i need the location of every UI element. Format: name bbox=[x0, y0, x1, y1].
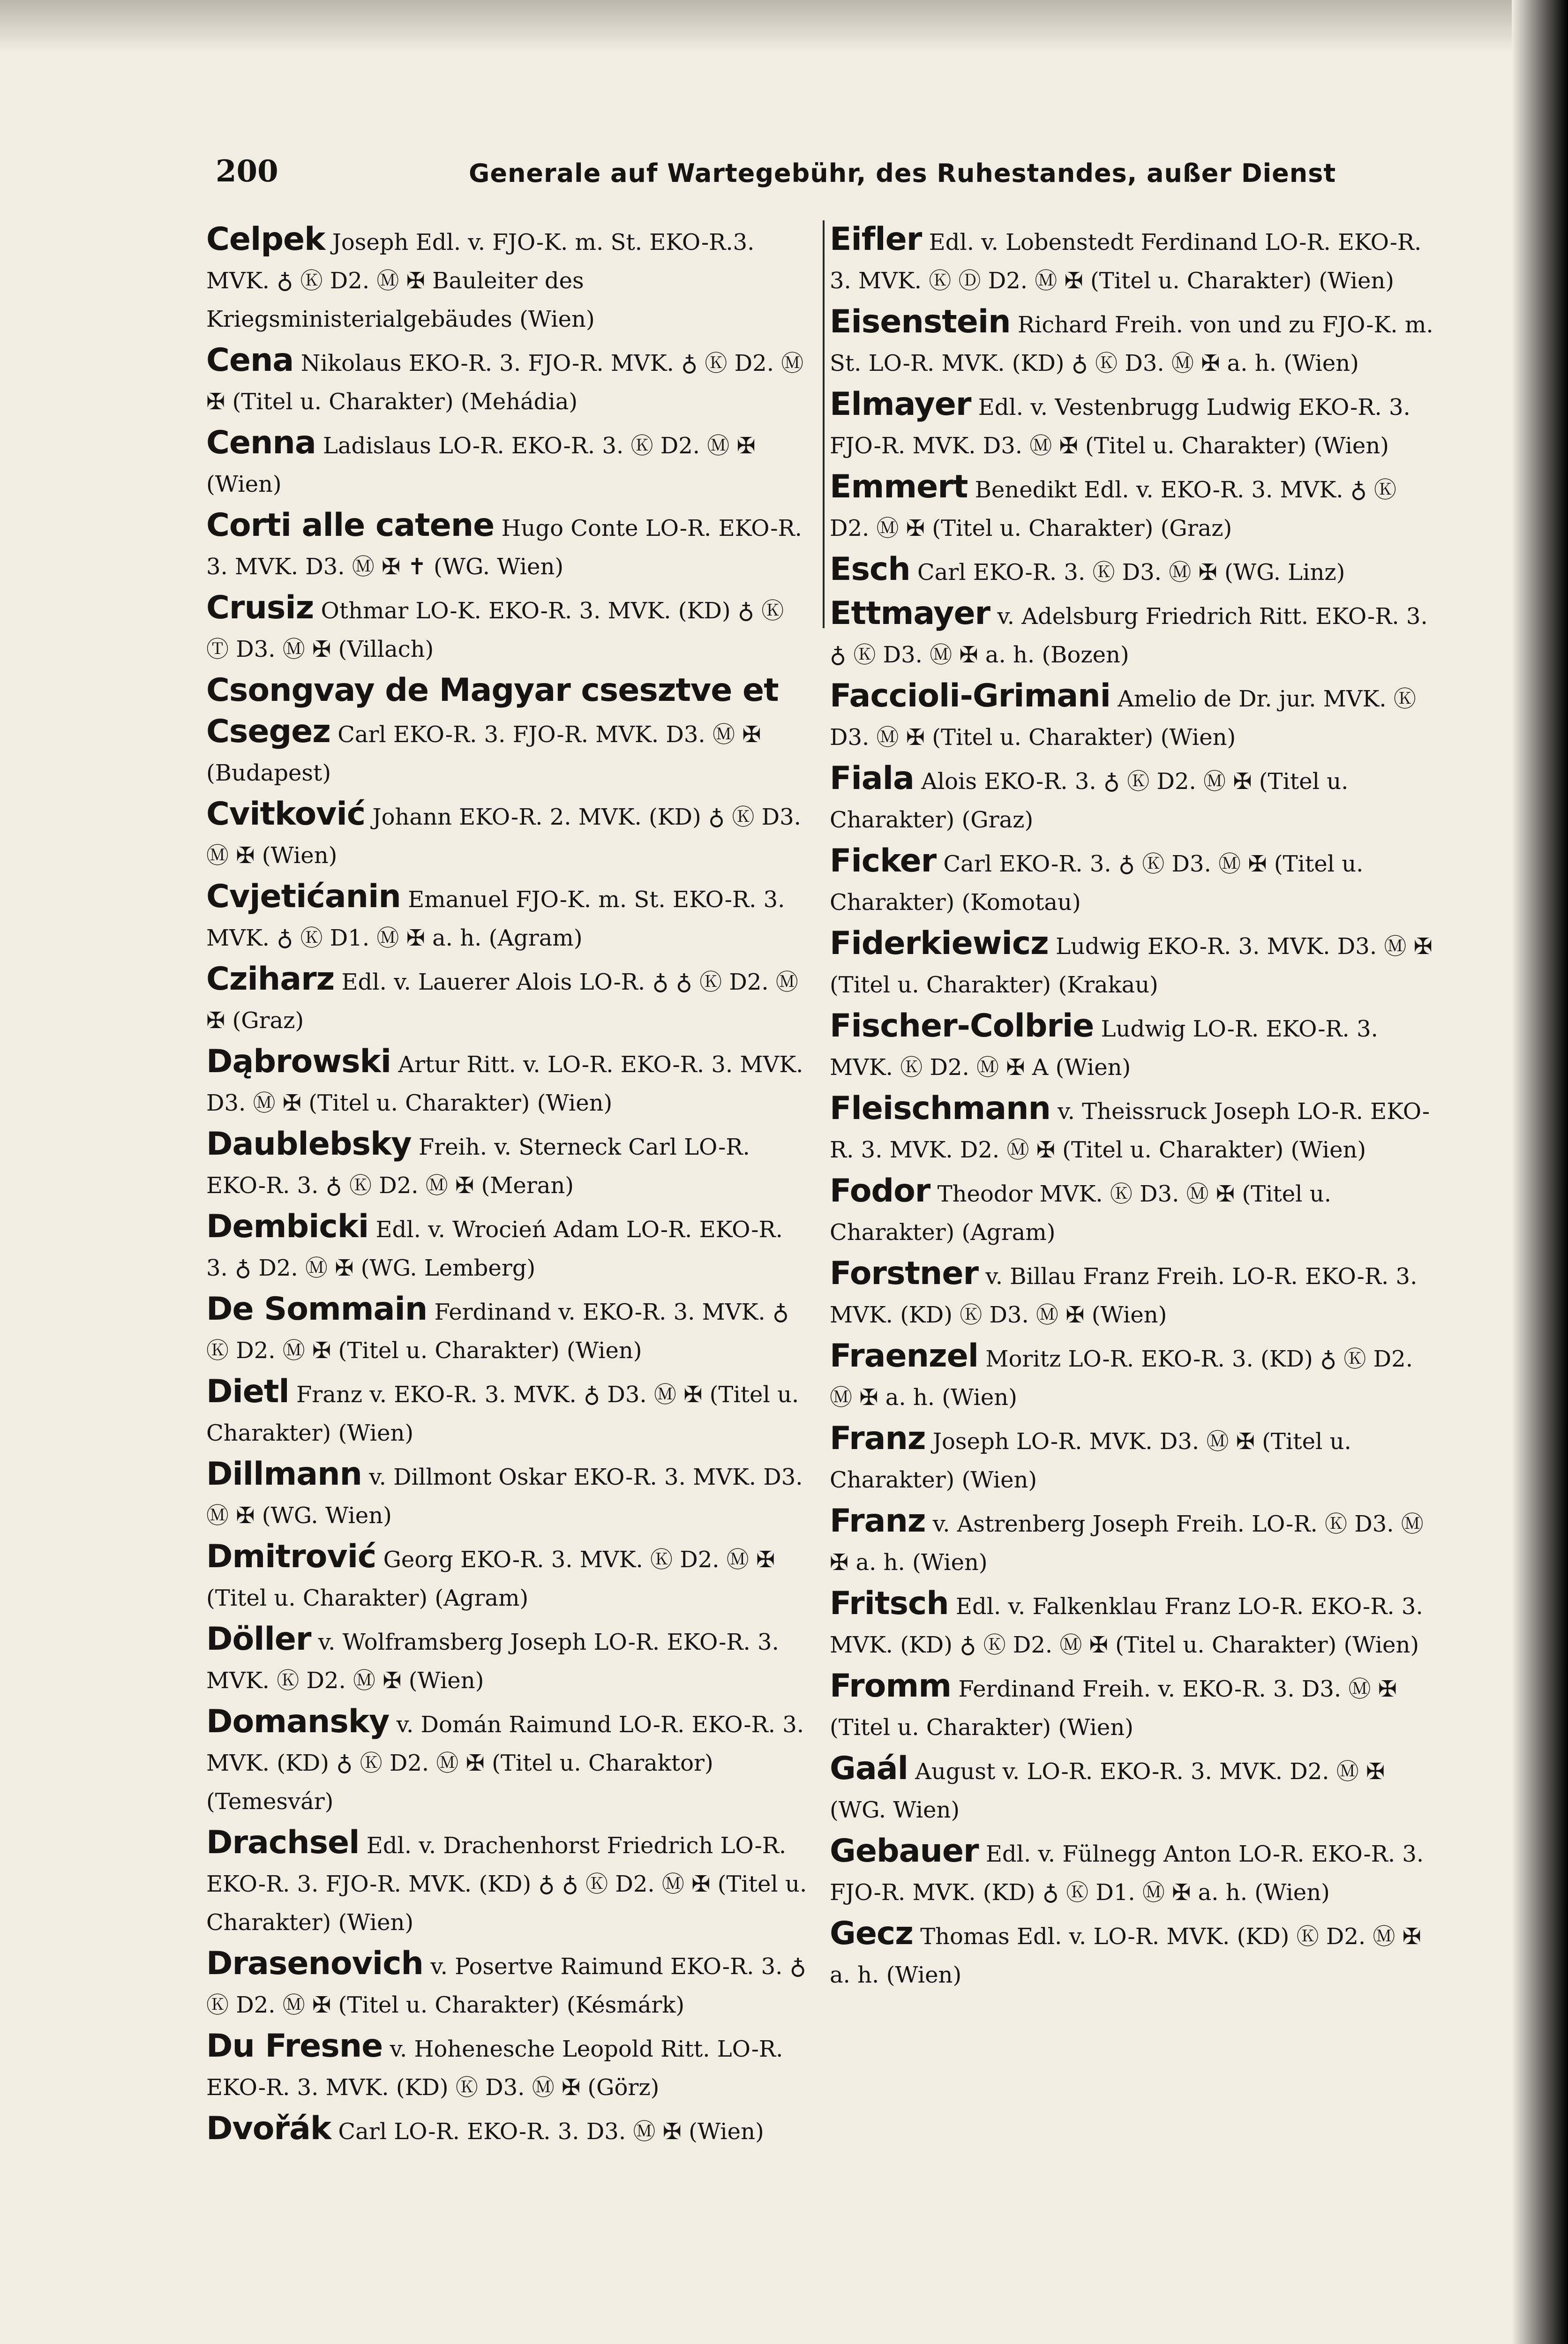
entry-surname: Fritsch bbox=[830, 1585, 949, 1622]
entry-details: Othmar LO-K. EKO-R. 3. MVK. (KD) ♁ Ⓚ Ⓣ D3. Ⓜ ✠ (Villach) bbox=[206, 598, 784, 662]
entry-details: Edl. v. Falkenklau Franz LO-R. EKO-R. 3. MVK. (KD) ♁ Ⓚ D2. Ⓜ ✠ (Titel u. Charakter) (Wien) bbox=[830, 1593, 1423, 1658]
entry-surname: Fischer-Colbrie bbox=[830, 1007, 1094, 1044]
entry-details: Artur Ritt. v. LO-R. EKO-R. 3. MVK. D3. Ⓜ ✠ (Titel u. Charakter) (Wien) bbox=[206, 1052, 803, 1116]
list-item bbox=[830, 759, 1434, 839]
entry-surname: Eifler bbox=[830, 221, 922, 258]
entry-details: August v. LO-R. EKO-R. 3. MVK. D2. Ⓜ ✠ (WG. Wien) bbox=[830, 1758, 1385, 1823]
entry-details: Carl EKO-R. 3. Ⓚ D3. Ⓜ ✠ (WG. Linz) bbox=[917, 559, 1345, 586]
list-item bbox=[206, 795, 811, 875]
list-item bbox=[206, 1043, 811, 1122]
entry-details: Ferdinand v. EKO-R. 3. MVK. ♁ Ⓚ D2. Ⓜ ✠ (Titel u. Charakter) (Wien) bbox=[206, 1299, 789, 1364]
list-item bbox=[830, 220, 1434, 300]
entry-surname: Dvořák bbox=[206, 2110, 331, 2147]
list-item bbox=[830, 924, 1434, 1004]
entry-details: Edl. v. Lobenstedt Ferdinand LO-R. EKO-R. 3. MVK. Ⓚ Ⓓ D2. Ⓜ ✠ (Titel u. Charakter) (Wien) bbox=[830, 229, 1422, 294]
list-item bbox=[206, 1373, 811, 1452]
list-item bbox=[206, 1290, 811, 1370]
list-item bbox=[830, 1667, 1434, 1747]
entry-details: Ludwig LO-R. EKO-R. 3. MVK. Ⓚ D2. Ⓜ ✠ A (Wien) bbox=[830, 1016, 1378, 1081]
entry-surname: Ficker bbox=[830, 842, 937, 879]
entry-details: Edl. v. Vestenbrugg Ludwig EKO-R. 3. FJO-R. MVK. D3. Ⓜ ✠ (Titel u. Charakter) (Wien) bbox=[830, 394, 1410, 459]
entry-details: Edl. v. Fülnegg Anton LO-R. EKO-R. 3. FJO-R. MVK. (KD) ♁ Ⓚ D1. Ⓜ ✠ a. h. (Wien) bbox=[830, 1841, 1424, 1906]
entry-details: Benedikt Edl. v. EKO-R. 3. MVK. ♁ Ⓚ D2. Ⓜ ✠ (Titel u. Charakter) (Graz) bbox=[830, 477, 1397, 541]
entry-surname: Csongvay de Magyar csesztve et Csegez bbox=[206, 672, 779, 750]
entry-surname: Franz bbox=[830, 1420, 926, 1457]
list-item bbox=[206, 424, 811, 503]
list-item bbox=[206, 1824, 811, 1942]
left-column bbox=[206, 220, 811, 2154]
entry-details: Richard Freih. von und zu FJO-K. m. St. LO-R. MVK. (KD) ♁ Ⓚ D3. Ⓜ ✠ a. h. (Wien) bbox=[830, 312, 1433, 376]
entry-details: v. Wolframsberg Joseph LO-R. EKO-R. 3. MVK. Ⓚ D2. Ⓜ ✠ (Wien) bbox=[206, 1629, 779, 1694]
entry-surname: Fodor bbox=[830, 1172, 930, 1210]
list-item bbox=[830, 1089, 1434, 1169]
list-item bbox=[206, 1945, 811, 2024]
entry-surname: Cenna bbox=[206, 424, 316, 461]
entry-surname: De Sommain bbox=[206, 1291, 428, 1328]
entry-details: Johann EKO-R. 2. MVK. (KD) ♁ Ⓚ D3. Ⓜ ✠ (Wien) bbox=[206, 804, 801, 869]
list-item bbox=[206, 671, 811, 792]
entry-details: Amelio de Dr. jur. MVK. Ⓚ D3. Ⓜ ✠ (Titel u. Charakter) (Wien) bbox=[830, 686, 1416, 751]
entry-surname: Fiala bbox=[830, 760, 914, 797]
entry-details: v. Adelsburg Friedrich Ritt. EKO-R. 3. ♁ Ⓚ D3. Ⓜ ✠ a. h. (Bozen) bbox=[830, 603, 1428, 668]
entry-surname: Dillmann bbox=[206, 1456, 362, 1493]
list-item bbox=[830, 1502, 1434, 1582]
entry-details: Franz v. EKO-R. 3. MVK. ♁ D3. Ⓜ ✠ (Titel u. Charakter) (Wien) bbox=[206, 1382, 799, 1446]
entry-details: Edl. v. Drachenhorst Friedrich LO-R. EKO-R. 3. FJO-R. MVK. (KD) ♁ ♁ Ⓚ D2. Ⓜ ✠ (Titel u. Charakter) (Wien) bbox=[206, 1833, 807, 1936]
entry-surname: Gecz bbox=[830, 1915, 913, 1952]
list-item bbox=[206, 1703, 811, 1821]
list-item bbox=[206, 220, 811, 338]
entry-surname: Fiderkiewicz bbox=[830, 925, 1049, 962]
entry-details: Carl EKO-R. 3. ♁ Ⓚ D3. Ⓜ ✠ (Titel u. Charakter) (Komotau) bbox=[830, 851, 1364, 916]
entry-details: Carl LO-R. EKO-R. 3. D3. Ⓜ ✠ (Wien) bbox=[338, 2119, 764, 2145]
list-item bbox=[830, 550, 1434, 592]
column-divider bbox=[823, 220, 825, 628]
entry-details: v. Domán Raimund LO-R. EKO-R. 3. MVK. (KD) ♁ Ⓚ D2. Ⓜ ✠ (Titel u. Charaktor) (Temesvár) bbox=[206, 1712, 804, 1815]
entry-surname: Drachsel bbox=[206, 1824, 360, 1861]
entry-surname: Fraenzel bbox=[830, 1337, 979, 1375]
page-number: 200 bbox=[216, 154, 278, 189]
list-item bbox=[206, 506, 811, 586]
entry-details: Edl. v. Wrocień Adam LO-R. EKO-R. 3. ♁ D2. Ⓜ ✠ (WG. Lemberg) bbox=[206, 1217, 783, 1281]
list-item bbox=[830, 594, 1434, 674]
entry-surname: Emmert bbox=[830, 468, 968, 505]
page-header bbox=[216, 150, 1369, 202]
right-column bbox=[830, 220, 1434, 1997]
list-item bbox=[206, 1125, 811, 1205]
entry-surname: Faccioli-Grimani bbox=[830, 677, 1110, 714]
entry-surname: Daublebsky bbox=[206, 1126, 412, 1163]
entry-details: Thomas Edl. v. LO-R. MVK. (KD) Ⓚ D2. Ⓜ ✠ a. h. (Wien) bbox=[830, 1923, 1421, 1988]
entry-surname: Cena bbox=[206, 342, 294, 379]
list-item bbox=[830, 677, 1434, 757]
entry-surname: Cziharz bbox=[206, 961, 335, 998]
entry-details: Joseph Edl. v. FJO-K. m. St. EKO-R.3. MVK. ♁ Ⓚ D2. Ⓜ ✠ Bauleiter des Kriegsministerialgebäudes (Wien) bbox=[206, 229, 755, 332]
list-item bbox=[206, 2110, 811, 2151]
list-item bbox=[830, 1420, 1434, 1499]
entry-surname: Fromm bbox=[830, 1668, 952, 1705]
list-item bbox=[830, 1172, 1434, 1252]
entry-details: Edl. v. Lauerer Alois LO-R. ♁ ♁ Ⓚ D2. Ⓜ ✠ (Graz) bbox=[206, 969, 798, 1034]
entry-surname: Döller bbox=[206, 1621, 311, 1658]
entry-details: Nikolaus EKO-R. 3. FJO-R. MVK. ♁ Ⓚ D2. Ⓜ ✠ (Titel u. Charakter) (Mehádia) bbox=[206, 350, 804, 415]
list-item bbox=[206, 341, 811, 421]
entry-details: v. Billau Franz Freih. LO-R. EKO-R. 3. MVK. (KD) Ⓚ D3. Ⓜ ✠ (Wien) bbox=[830, 1263, 1418, 1328]
scan-shadow-right bbox=[1512, 0, 1568, 2344]
list-item bbox=[830, 1007, 1434, 1087]
entry-surname: Celpek bbox=[206, 221, 325, 258]
entry-details: v. Dillmont Oskar EKO-R. 3. MVK. D3. Ⓜ ✠ (WG. Wien) bbox=[206, 1464, 803, 1529]
entry-details: Ferdinand Freih. v. EKO-R. 3. D3. Ⓜ ✠ (Titel u. Charakter) (Wien) bbox=[830, 1676, 1397, 1741]
entry-surname: Gaál bbox=[830, 1750, 908, 1787]
entry-surname: Crusiz bbox=[206, 589, 314, 626]
entry-surname: Ettmayer bbox=[830, 595, 990, 632]
list-item bbox=[206, 960, 811, 1040]
list-item bbox=[206, 1455, 811, 1535]
entry-details: Theodor MVK. Ⓚ D3. Ⓜ ✠ (Titel u. Charakter) (Agram) bbox=[830, 1181, 1331, 1246]
list-item bbox=[830, 468, 1434, 548]
list-item bbox=[830, 1750, 1434, 1829]
list-item bbox=[206, 1620, 811, 1700]
entry-surname: Elmayer bbox=[830, 386, 971, 423]
list-item bbox=[206, 1538, 811, 1617]
entry-details: Ladislaus LO-R. EKO-R. 3. Ⓚ D2. Ⓜ ✠ (Wien) bbox=[206, 433, 756, 497]
entry-details: v. Hohenesche Leopold Ritt. LO-R. EKO-R. 3. MVK. (KD) Ⓚ D3. Ⓜ ✠ (Görz) bbox=[206, 2036, 783, 2101]
entry-surname: Drasenovich bbox=[206, 1945, 423, 1982]
list-item bbox=[206, 589, 811, 669]
entry-surname: Dmitrović bbox=[206, 1538, 376, 1575]
entry-surname: Corti alle catene bbox=[206, 507, 495, 544]
list-item bbox=[830, 1915, 1434, 1994]
entry-surname: Du Fresne bbox=[206, 2028, 383, 2065]
entry-surname: Dembicki bbox=[206, 1208, 369, 1245]
list-item bbox=[830, 1255, 1434, 1334]
entry-surname: Dietl bbox=[206, 1373, 289, 1410]
list-item bbox=[206, 878, 811, 957]
entry-surname: Fleischmann bbox=[830, 1090, 1050, 1127]
entry-surname: Esch bbox=[830, 551, 910, 588]
list-item bbox=[206, 2027, 811, 2107]
list-item bbox=[830, 1585, 1434, 1664]
list-item bbox=[830, 842, 1434, 922]
list-item bbox=[830, 1832, 1434, 1912]
entry-details: Joseph LO-R. MVK. D3. Ⓜ ✠ (Titel u. Charakter) (Wien) bbox=[830, 1428, 1351, 1493]
entry-surname: Cvjetićanin bbox=[206, 878, 401, 915]
list-item bbox=[206, 1208, 811, 1287]
entry-details: Moritz LO-R. EKO-R. 3. (KD) ♁ Ⓚ D2. Ⓜ ✠ a. h. (Wien) bbox=[830, 1346, 1413, 1411]
entry-surname: Forstner bbox=[830, 1255, 978, 1292]
entry-surname: Eisenstein bbox=[830, 303, 1011, 340]
list-item bbox=[830, 385, 1434, 465]
entry-details: v. Astrenberg Joseph Freih. LO-R. Ⓚ D3. Ⓜ ✠ a. h. (Wien) bbox=[830, 1511, 1424, 1576]
entry-details: Ludwig EKO-R. 3. MVK. D3. Ⓜ ✠ (Titel u. Charakter) (Krakau) bbox=[830, 933, 1433, 998]
entry-details: Carl EKO-R. 3. FJO-R. MVK. D3. Ⓜ ✠ (Budapest) bbox=[206, 721, 761, 786]
entry-surname: Franz bbox=[830, 1503, 926, 1540]
entry-surname: Domansky bbox=[206, 1703, 390, 1740]
list-item bbox=[830, 303, 1434, 383]
entry-surname: Dąbrowski bbox=[206, 1043, 391, 1080]
scan-shadow-top bbox=[0, 0, 1568, 52]
entry-surname: Cvitković bbox=[206, 796, 366, 833]
entry-details: Georg EKO-R. 3. MVK. Ⓚ D2. Ⓜ ✠ (Titel u. Charakter) (Agram) bbox=[206, 1547, 775, 1611]
entry-details: v. Posertve Raimund EKO-R. 3. ♁ Ⓚ D2. Ⓜ ✠ (Titel u. Charakter) (Késmárk) bbox=[206, 1953, 806, 2018]
entry-details: Alois EKO-R. 3. ♁ Ⓚ D2. Ⓜ ✠ (Titel u. Charakter) (Graz) bbox=[830, 768, 1349, 833]
entry-details: v. Theissruck Joseph LO-R. EKO-R. 3. MVK. D2. Ⓜ ✠ (Titel u. Charakter) (Wien) bbox=[830, 1098, 1430, 1163]
entry-details: Freih. v. Sterneck Carl LO-R. EKO-R. 3. ♁ Ⓚ D2. Ⓜ ✠ (Meran) bbox=[206, 1134, 750, 1199]
entry-details: Hugo Conte LO-R. EKO-R. 3. MVK. D3. Ⓜ ✠ ✝ (WG. Wien) bbox=[206, 515, 802, 580]
entry-surname: Gebauer bbox=[830, 1833, 979, 1870]
list-item bbox=[830, 1337, 1434, 1417]
running-head: Generale auf Wartegebühr, des Ruhestandes, außer Dienst bbox=[469, 158, 1336, 188]
entry-details: Emanuel FJO-K. m. St. EKO-R. 3. MVK. ♁ Ⓚ D1. Ⓜ ✠ a. h. (Agram) bbox=[206, 887, 785, 951]
